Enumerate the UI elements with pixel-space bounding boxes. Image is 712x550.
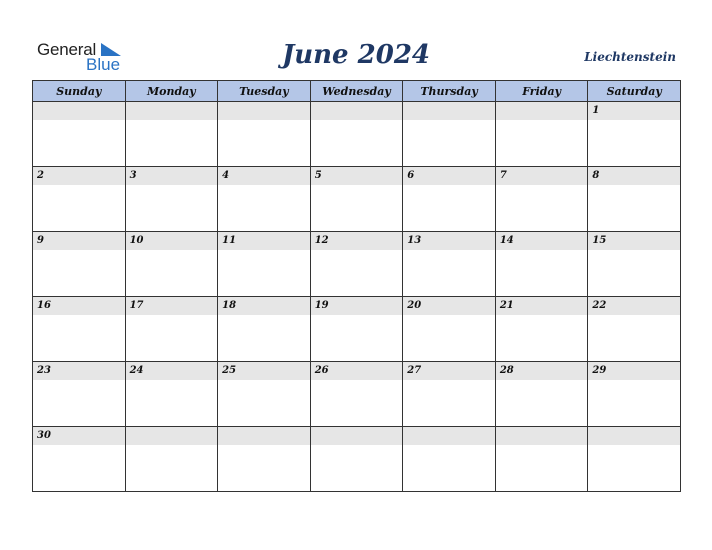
day-cell[interactable] [588, 297, 681, 362]
logo-blue-text: Blue [86, 55, 121, 74]
weekday-header: Monday [125, 81, 218, 102]
day-number-band [33, 297, 125, 315]
day-number-band [126, 427, 218, 445]
day-cell[interactable] [125, 102, 218, 167]
day-number: 14 [499, 235, 514, 246]
weekday-header: Thursday [403, 81, 496, 102]
day-number-band [33, 362, 125, 380]
day-cell[interactable] [218, 362, 311, 427]
day-number-band [311, 232, 403, 250]
country-label: Liechtenstein [584, 50, 676, 64]
day-number: 22 [592, 300, 607, 311]
day-number-band [126, 297, 218, 315]
day-number: 29 [592, 365, 607, 376]
day-number-band [588, 362, 680, 380]
day-cell[interactable] [495, 362, 588, 427]
day-number-band [33, 167, 125, 185]
day-number-band [126, 167, 218, 185]
day-cell[interactable] [495, 232, 588, 297]
day-number-band [403, 167, 495, 185]
day-number-band [126, 362, 218, 380]
day-number: 10 [129, 235, 144, 246]
day-cell[interactable] [588, 232, 681, 297]
day-number-band [403, 232, 495, 250]
day-number: 6 [407, 170, 415, 181]
day-cell[interactable] [310, 297, 403, 362]
day-number-band [126, 102, 218, 120]
day-cell[interactable] [125, 167, 218, 232]
day-number-band [33, 232, 125, 250]
day-number: 12 [314, 235, 329, 246]
day-cell[interactable] [218, 167, 311, 232]
day-cell[interactable] [310, 232, 403, 297]
day-number: 23 [37, 365, 51, 376]
day-number-band [588, 102, 680, 120]
day-cell[interactable] [588, 102, 681, 167]
day-cell[interactable] [403, 297, 496, 362]
day-number-band [218, 427, 310, 445]
day-number-band [33, 427, 125, 445]
day-number: 3 [129, 170, 137, 181]
day-number-band [496, 362, 588, 380]
weekday-header: Friday [495, 81, 588, 102]
weekday-header: Saturday [588, 81, 681, 102]
day-number-band [311, 362, 403, 380]
weekday-header: Tuesday [218, 81, 311, 102]
day-number-band [33, 102, 125, 120]
day-number: 2 [37, 170, 44, 181]
day-cell[interactable] [495, 297, 588, 362]
day-number: 4 [222, 170, 230, 181]
day-number-band [218, 362, 310, 380]
day-cell[interactable] [218, 102, 311, 167]
day-number-band [126, 232, 218, 250]
day-number: 16 [37, 300, 51, 311]
day-cell[interactable] [33, 297, 126, 362]
day-cell[interactable] [310, 167, 403, 232]
day-number: 15 [592, 235, 607, 246]
day-cell[interactable] [495, 102, 588, 167]
day-number: 25 [222, 365, 237, 376]
day-number: 9 [37, 235, 44, 246]
day-number-band [403, 297, 495, 315]
day-cell[interactable] [218, 427, 311, 492]
day-number-band [311, 167, 403, 185]
week-row [33, 167, 681, 232]
day-cell[interactable] [310, 102, 403, 167]
week-row [33, 232, 681, 297]
day-cell[interactable] [33, 232, 126, 297]
day-number: 13 [407, 235, 422, 246]
day-number-band [218, 232, 310, 250]
day-cell[interactable] [33, 427, 126, 492]
day-cell[interactable] [33, 362, 126, 427]
day-number: 27 [407, 365, 422, 376]
day-number: 18 [222, 300, 237, 311]
day-cell[interactable] [218, 297, 311, 362]
day-number-band [496, 102, 588, 120]
day-cell[interactable] [125, 427, 218, 492]
day-number: 30 [37, 430, 51, 441]
week-row [33, 297, 681, 362]
day-number-band [588, 232, 680, 250]
day-cell[interactable] [588, 167, 681, 232]
day-cell[interactable] [495, 427, 588, 492]
day-cell[interactable] [403, 167, 496, 232]
logo-general-text: General [37, 40, 97, 59]
day-cell[interactable] [125, 362, 218, 427]
day-number-band [218, 102, 310, 120]
day-number: 11 [222, 235, 237, 246]
day-number-band [496, 232, 588, 250]
day-cell[interactable] [33, 167, 126, 232]
day-number-band [496, 167, 588, 185]
day-number: 8 [592, 170, 600, 181]
day-number-band [588, 167, 680, 185]
day-cell[interactable] [218, 232, 311, 297]
day-cell[interactable] [403, 232, 496, 297]
day-number-band [588, 427, 680, 445]
day-number-band [311, 297, 403, 315]
day-cell[interactable] [588, 362, 681, 427]
day-number: 19 [314, 300, 329, 311]
calendar-grid [32, 80, 681, 492]
weekday-header: Wednesday [310, 81, 403, 102]
day-number: 20 [407, 300, 422, 311]
day-cell[interactable] [403, 362, 496, 427]
day-number-band [311, 427, 403, 445]
day-number: 26 [314, 365, 329, 376]
day-number-band [496, 297, 588, 315]
day-number: 17 [129, 300, 144, 311]
day-cell[interactable] [588, 427, 681, 492]
weekday-header: Sunday [33, 81, 126, 102]
day-number: 21 [499, 300, 514, 311]
week-row [33, 427, 681, 492]
day-number-band [218, 297, 310, 315]
day-cell[interactable] [403, 427, 496, 492]
day-number-band [403, 362, 495, 380]
day-number-band [496, 427, 588, 445]
week-row [33, 362, 681, 427]
day-number-band [403, 102, 495, 120]
day-number: 24 [129, 365, 144, 376]
day-number: 1 [592, 105, 600, 116]
day-cell[interactable] [403, 102, 496, 167]
week-row [33, 102, 681, 167]
day-cell[interactable] [310, 362, 403, 427]
page-title: June 2024 [281, 40, 431, 70]
day-number-band [588, 297, 680, 315]
day-cell[interactable] [125, 232, 218, 297]
day-number: 28 [499, 365, 514, 376]
day-cell[interactable] [310, 427, 403, 492]
weekday-header-row [33, 81, 681, 102]
day-cell[interactable] [125, 297, 218, 362]
day-number-band [311, 102, 403, 120]
day-cell[interactable] [33, 102, 126, 167]
day-number-band [218, 167, 310, 185]
day-cell[interactable] [495, 167, 588, 232]
day-number-band [403, 427, 495, 445]
day-number: 7 [499, 170, 507, 181]
day-number: 5 [314, 170, 322, 181]
